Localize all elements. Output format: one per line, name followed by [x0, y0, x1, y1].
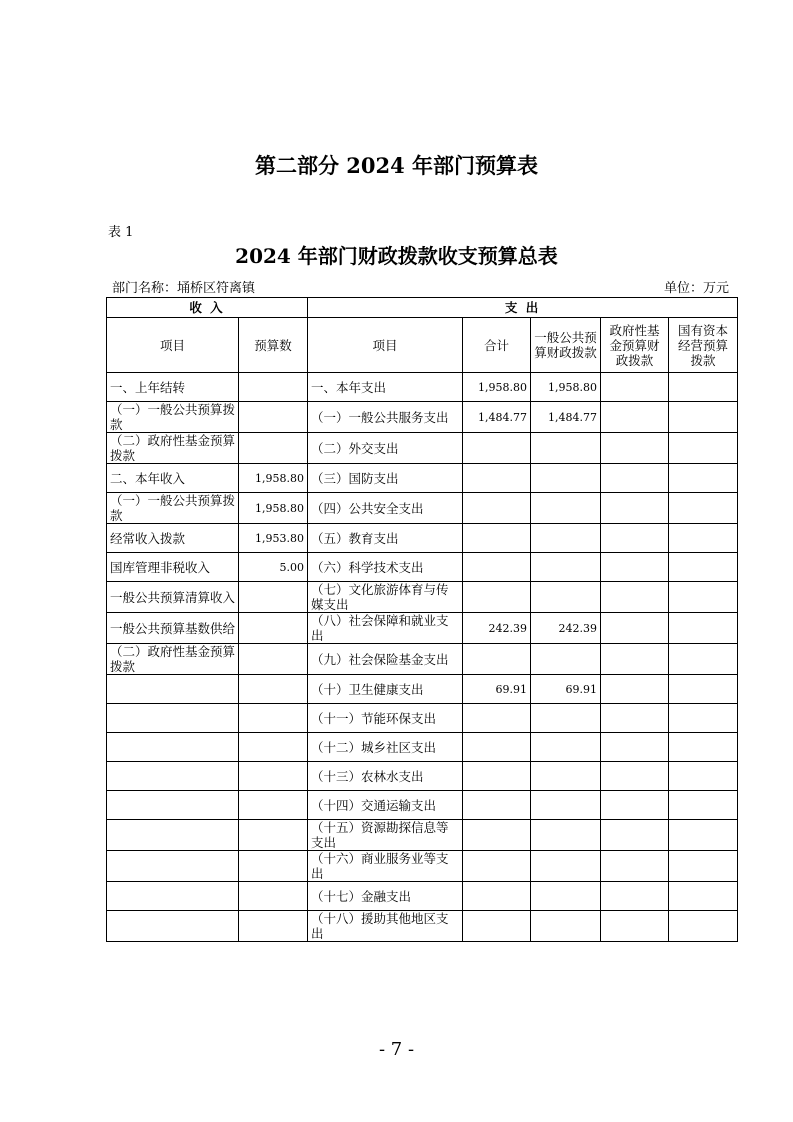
income-item-cell: 一、上年结转 [107, 373, 239, 402]
table-row [107, 373, 738, 402]
expense-item-cell: （十一）节能环保支出 [308, 704, 463, 733]
expense-item-cell: （七）文化旅游体育与传媒支出 [308, 582, 463, 613]
state-capital-cell [669, 582, 738, 613]
general-public-cell [531, 820, 601, 851]
total-header: 合计 [463, 318, 531, 373]
total-cell [463, 704, 531, 733]
expense-section-header: 支 出 [308, 298, 738, 318]
general-public-cell [531, 644, 601, 675]
state-capital-header: 国有资本经营预算拨款 [669, 318, 738, 373]
general-public-cell [531, 553, 601, 582]
total-cell [463, 911, 531, 942]
income-item-cell: （二）政府性基金预算拨款 [107, 433, 239, 464]
gov-fund-cell [601, 582, 669, 613]
general-public-cell: 242.39 [531, 613, 601, 644]
table-row [107, 791, 738, 820]
general-public-cell: 1,958.80 [531, 373, 601, 402]
state-capital-cell [669, 644, 738, 675]
income-item-cell [107, 762, 239, 791]
table-row [107, 402, 738, 433]
income-budget-cell: 1,958.80 [239, 464, 308, 493]
general-public-header: 一般公共预算财政拨款 [531, 318, 601, 373]
income-budget-cell [239, 762, 308, 791]
gov-fund-cell [601, 704, 669, 733]
gov-fund-cell [601, 613, 669, 644]
expense-item-cell: （一）一般公共服务支出 [308, 402, 463, 433]
income-budget-cell [239, 582, 308, 613]
gov-fund-cell [601, 402, 669, 433]
total-cell [463, 820, 531, 851]
table-title: 2024 年部门财政拨款收支预算总表 [235, 244, 558, 268]
general-public-cell [531, 524, 601, 553]
income-budget-cell [239, 644, 308, 675]
state-capital-cell [669, 524, 738, 553]
income-item-cell [107, 675, 239, 704]
general-public-cell: 1,484.77 [531, 402, 601, 433]
department-name: 部门名称：埇桥区符离镇 [112, 281, 256, 296]
income-budget-cell [239, 911, 308, 942]
page-heading: 第二部分 2024 年部门预算表 [254, 153, 539, 178]
general-public-cell [531, 882, 601, 911]
expense-item-cell: （十四）交通运输支出 [308, 791, 463, 820]
income-budget-cell [239, 820, 308, 851]
income-budget-cell [239, 733, 308, 762]
gov-fund-cell [601, 733, 669, 762]
income-item-cell: （一）一般公共预算拨款 [107, 493, 239, 524]
table-row [107, 675, 738, 704]
state-capital-cell [669, 762, 738, 791]
gov-fund-header: 政府性基金预算财政拨款 [601, 318, 669, 373]
gov-fund-cell [601, 791, 669, 820]
table-row [107, 582, 738, 613]
total-cell: 1,958.80 [463, 373, 531, 402]
table-row [107, 493, 738, 524]
state-capital-cell [669, 613, 738, 644]
general-public-cell [531, 704, 601, 733]
income-budget-cell [239, 402, 308, 433]
income-item-cell [107, 733, 239, 762]
general-public-cell [531, 911, 601, 942]
total-cell [463, 733, 531, 762]
income-item-header: 项目 [107, 318, 239, 373]
state-capital-cell [669, 553, 738, 582]
gov-fund-cell [601, 433, 669, 464]
income-budget-cell [239, 882, 308, 911]
income-item-cell: 经常收入拨款 [107, 524, 239, 553]
expense-item-cell: （六）科学技术支出 [308, 553, 463, 582]
table-row [107, 464, 738, 493]
expense-item-cell: （五）教育支出 [308, 524, 463, 553]
total-cell [463, 433, 531, 464]
expense-item-cell: 一、本年支出 [308, 373, 463, 402]
table-row [107, 644, 738, 675]
general-public-cell [531, 433, 601, 464]
table-row [107, 762, 738, 791]
income-item-cell [107, 704, 239, 733]
table-row [107, 704, 738, 733]
total-cell [463, 762, 531, 791]
total-cell: 242.39 [463, 613, 531, 644]
gov-fund-cell [601, 911, 669, 942]
total-cell [463, 464, 531, 493]
column-header-row [107, 318, 738, 373]
income-item-cell [107, 882, 239, 911]
income-item-cell: 一般公共预算清算收入 [107, 582, 239, 613]
total-cell [463, 582, 531, 613]
expense-item-cell: （十六）商业服务业等支出 [308, 851, 463, 882]
total-cell [463, 553, 531, 582]
income-item-cell: 一般公共预算基数供给 [107, 613, 239, 644]
table-row [107, 433, 738, 464]
table-row [107, 911, 738, 942]
income-item-cell: （一）一般公共预算拨款 [107, 402, 239, 433]
gov-fund-cell [601, 553, 669, 582]
table-row [107, 524, 738, 553]
gov-fund-cell [601, 675, 669, 704]
state-capital-cell [669, 851, 738, 882]
expense-item-cell: （九）社会保险基金支出 [308, 644, 463, 675]
budget-table [106, 297, 738, 942]
income-budget-cell [239, 373, 308, 402]
income-item-cell: 国库管理非税收入 [107, 553, 239, 582]
table-row [107, 553, 738, 582]
gov-fund-cell [601, 464, 669, 493]
gov-fund-cell [601, 882, 669, 911]
expense-item-cell: （四）公共安全支出 [308, 493, 463, 524]
income-item-cell [107, 851, 239, 882]
income-item-cell: 二、本年收入 [107, 464, 239, 493]
table-row [107, 882, 738, 911]
unit-label: 单位：万元 [663, 281, 729, 296]
general-public-cell [531, 464, 601, 493]
section-header-row [107, 298, 738, 318]
expense-item-cell: （二）外交支出 [308, 433, 463, 464]
income-budget-cell [239, 851, 308, 882]
expense-item-cell: （十七）金融支出 [308, 882, 463, 911]
income-budget-cell: 1,958.80 [239, 493, 308, 524]
income-budget-header: 预算数 [239, 318, 308, 373]
state-capital-cell [669, 911, 738, 942]
expense-item-cell: （八）社会保障和就业支出 [308, 613, 463, 644]
income-budget-cell [239, 433, 308, 464]
income-item-cell [107, 911, 239, 942]
expense-item-cell: （三）国防支出 [308, 464, 463, 493]
general-public-cell [531, 762, 601, 791]
income-section-header: 收 入 [107, 298, 308, 318]
expense-item-cell: （十）卫生健康支出 [308, 675, 463, 704]
income-budget-cell [239, 791, 308, 820]
gov-fund-cell [601, 493, 669, 524]
income-budget-cell [239, 675, 308, 704]
income-item-cell [107, 820, 239, 851]
gov-fund-cell [601, 644, 669, 675]
income-budget-cell [239, 613, 308, 644]
expense-item-header: 项目 [308, 318, 463, 373]
expense-item-cell: （十八）援助其他地区支出 [308, 911, 463, 942]
gov-fund-cell [601, 373, 669, 402]
general-public-cell [531, 851, 601, 882]
total-cell [463, 791, 531, 820]
state-capital-cell [669, 464, 738, 493]
general-public-cell [531, 791, 601, 820]
general-public-cell [531, 733, 601, 762]
table-row [107, 851, 738, 882]
total-cell [463, 882, 531, 911]
state-capital-cell [669, 493, 738, 524]
income-item-cell: （二）政府性基金预算拨款 [107, 644, 239, 675]
table-number: 表 1 [108, 225, 134, 240]
page-number: - 7 - [378, 1039, 415, 1060]
income-budget-cell: 5.00 [239, 553, 308, 582]
total-cell: 1,484.77 [463, 402, 531, 433]
table-row [107, 613, 738, 644]
table-row [107, 820, 738, 851]
general-public-cell [531, 493, 601, 524]
expense-item-cell: （十二）城乡社区支出 [308, 733, 463, 762]
state-capital-cell [669, 791, 738, 820]
expense-item-cell: （十五）资源勘探信息等支出 [308, 820, 463, 851]
gov-fund-cell [601, 820, 669, 851]
state-capital-cell [669, 373, 738, 402]
state-capital-cell [669, 704, 738, 733]
income-budget-cell: 1,953.80 [239, 524, 308, 553]
total-cell: 69.91 [463, 675, 531, 704]
state-capital-cell [669, 402, 738, 433]
general-public-cell: 69.91 [531, 675, 601, 704]
total-cell [463, 493, 531, 524]
state-capital-cell [669, 820, 738, 851]
gov-fund-cell [601, 762, 669, 791]
gov-fund-cell [601, 524, 669, 553]
state-capital-cell [669, 433, 738, 464]
gov-fund-cell [601, 851, 669, 882]
total-cell [463, 851, 531, 882]
general-public-cell [531, 582, 601, 613]
state-capital-cell [669, 733, 738, 762]
state-capital-cell [669, 882, 738, 911]
total-cell [463, 644, 531, 675]
table-row [107, 733, 738, 762]
state-capital-cell [669, 675, 738, 704]
income-item-cell [107, 791, 239, 820]
income-budget-cell [239, 704, 308, 733]
total-cell [463, 524, 531, 553]
expense-item-cell: （十三）农林水支出 [308, 762, 463, 791]
